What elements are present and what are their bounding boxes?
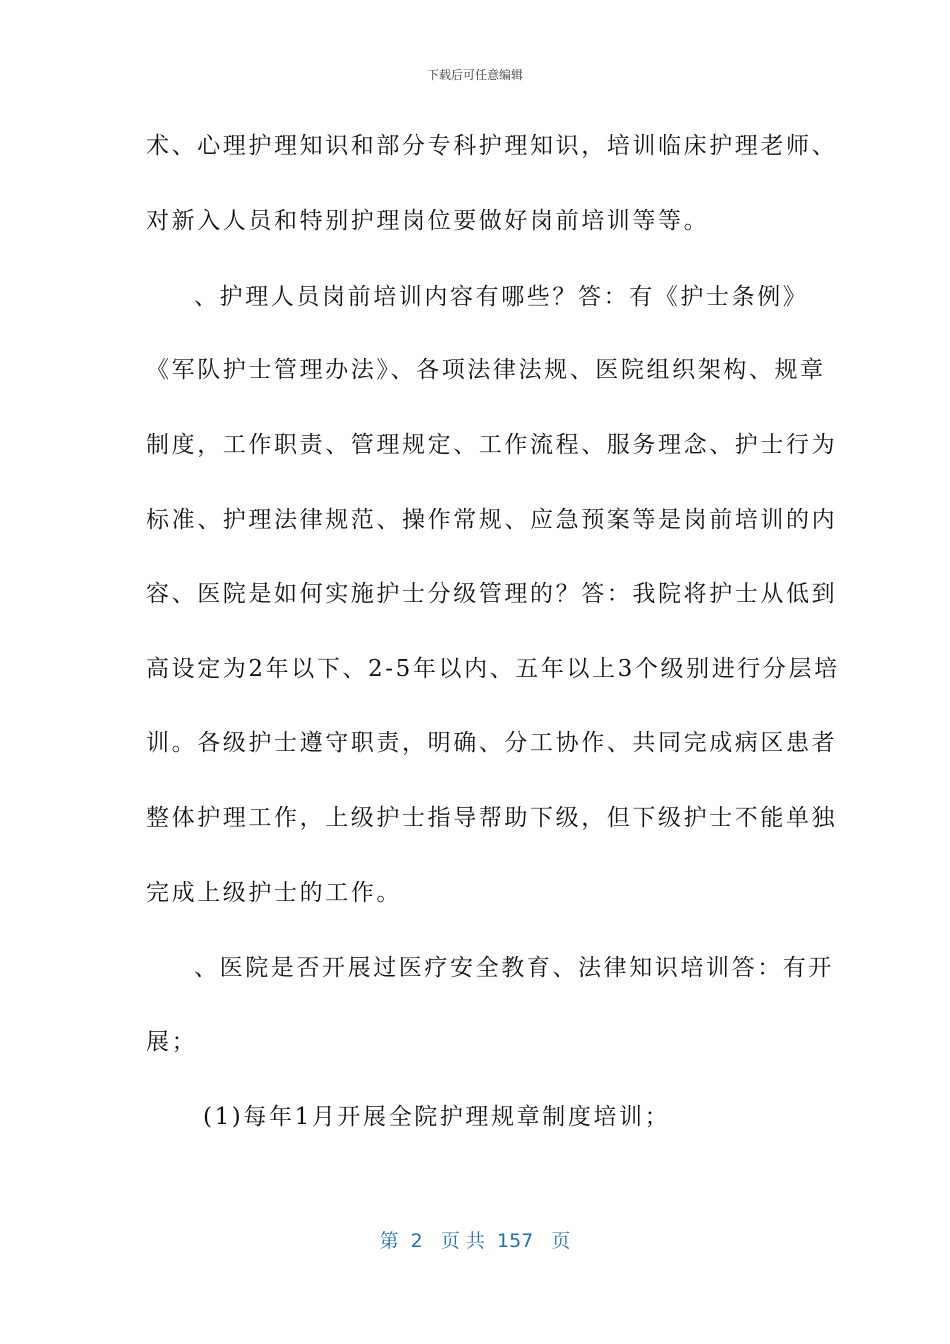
text-line: 术、心理护理知识和部分专科护理知识，培训临床护理老师、 [146,133,838,159]
text-line: 制度，工作职责、管理规定、工作流程、服务理念、护士行为 [146,432,838,458]
text-line: 整体护理工作，上级护士指导帮助下级，但下级护士不能单独 [146,805,838,831]
text-line: 高设定为2年以下、2-5年以内、五年以上3个级别进行分层培 [146,656,840,682]
text-line: 展； [146,1029,198,1055]
text-line: 、护理人员岗前培训内容有哪些？答：有《护士条例》 [194,284,809,310]
text-line: 、医院是否开展过医疗安全教育、法律知识培训答：有开 [194,955,834,981]
text-line: (1)每年1月开展全院护理规章制度培训； [203,1104,671,1130]
page-header-note: 下载后可任意编辑 [426,68,523,82]
text-line: 对新入人员和特别护理岗位要做好岗前培训等等。 [146,208,710,234]
text-line: 容、医院是如何实施护士分级管理的？答：我院将护士从低到 [146,581,838,607]
text-line: 《军队护士管理办法》、各项法律法规、医院组织架构、规章 [146,357,826,383]
page-number-footer: 第 2 页 共 157 页 [379,1230,571,1252]
text-line: 训。各级护士遵守职责，明确、分工协作、共同完成病区患者 [146,730,838,756]
text-line: 完成上级护士的工作。 [146,880,402,906]
text-line: 标准、护理法律规范、操作常规、应急预案等是岗前培训的内 [146,507,838,533]
